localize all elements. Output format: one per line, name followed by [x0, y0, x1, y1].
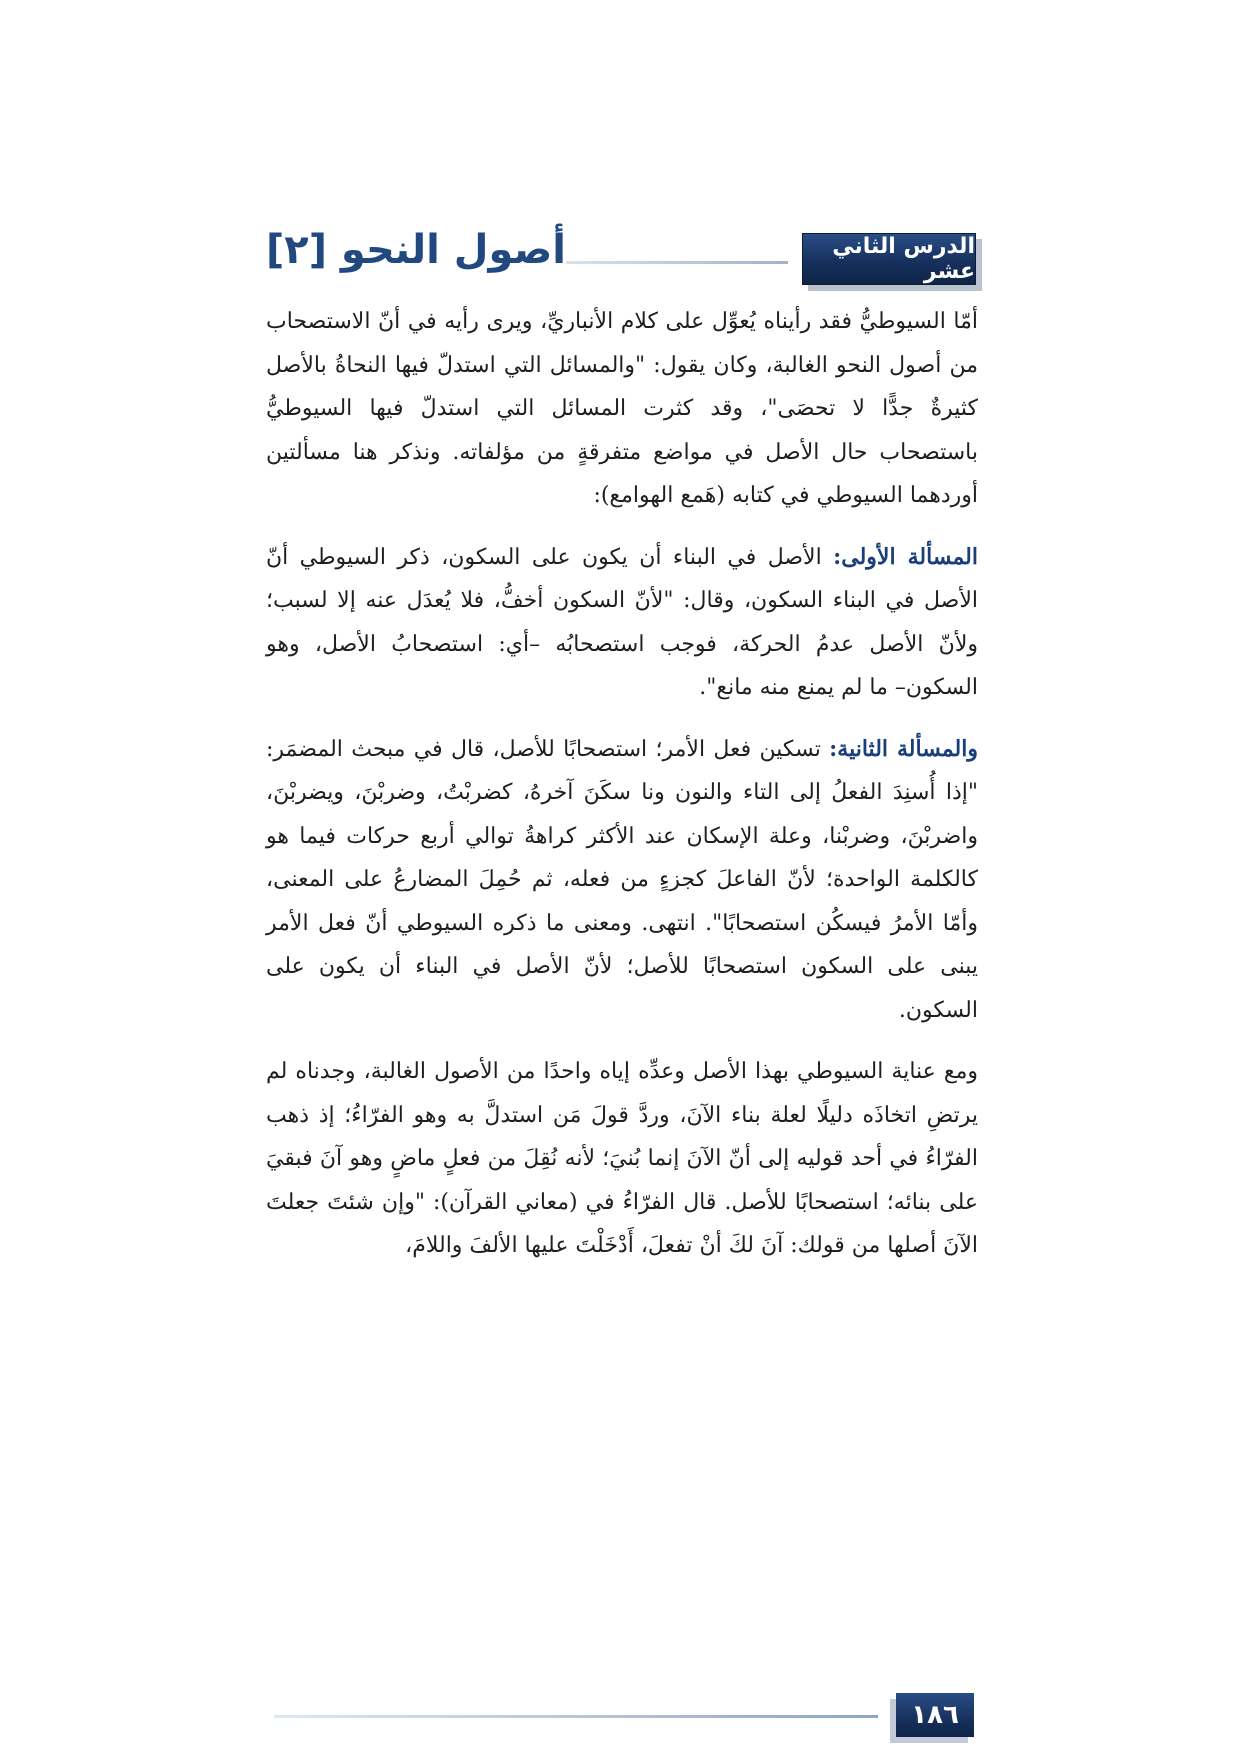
- paragraph-text: أمّا السيوطيُّ فقد رأيناه يُعوِّل على كلام الأنباريِّ، ويرى رأيه في أنّ الاستصحاب من أصول النحو الغالبة، وكان يقول: "والمسائل التي استدلّ فيها النحاةُ بالأصل كثيرةٌ جدًّا لا تحصَى"، وقد كثرت المسائل التي استدلّ فيها السيوطيُّ باستصحاب حال الأصل في مواضع متفرقةٍ من مؤلفاته. ونذكر هنا مسألتين أوردهما السيوطي في كتابه (هَمع الهوامع):: [266, 309, 978, 508]
- page-title: أصول النحو [٢]: [266, 227, 566, 273]
- body-text: [266, 300, 978, 1286]
- paragraph-label: والمسألة الثانية:: [829, 735, 978, 762]
- paragraph-text: الأصل في البناء أن يكون على السكون، ذكر السيوطي أنّ الأصل في البناء السكون، وقال: "لأنّ السكون أخفُّ، فلا يُعدَل عنه إلا لسبب؛ ولأنّ الأصل عدمُ الحركة، فوجب استصحابُه –أي: استصحابُ الأصل، وهو السكون– ما لم يمنع منه مانع".: [266, 544, 978, 700]
- paragraph: [266, 300, 978, 518]
- paragraph-text: ومع عناية السيوطي بهذا الأصل وعدِّه إياه واحدًا من الأصول الغالبة، وجدناه لم يرتضِ اتخاذَه دليلًا لعلة بناء الآنَ، وردَّ قولَ مَن استدلَّ به وهو الفرّاءُ؛ إذ ذهب الفرّاءُ في أحد قوليه إلى أنّ الآنَ إنما بُنيَ؛ لأنه نُقِلَ من فعلٍ ماضٍ وهو آنَ فبقيَ على بنائه؛ استصحابًا للأصل. قال الفرّاءُ في (معاني القرآن): "وإن شئتَ جعلتَ الآنَ أصلها من قولك: آنَ لكَ أنْ تفعلَ، أَدْخَلْتَ عليها الألفَ واللامَ،: [266, 1059, 978, 1258]
- paragraph-label: المسألة الأولى:: [833, 543, 978, 570]
- footer-divider: [274, 1715, 878, 1718]
- page-footer: [274, 1693, 974, 1743]
- paragraph: [266, 728, 978, 1033]
- paragraph-text: تسكين فعل الأمر؛ استصحابًا للأصل، قال في مبحث المضمَر: "إذا أُسنِدَ الفعلُ إلى التاء والنون ونا سكَنَ آخرهُ، كضربْتُ، وضربْنَ، ويضربْنَ، واضربْنَ، وضربْنا، وعلة الإسكان عند الأكثر كراهةُ توالي أربع حركات فيما هو كالكلمة الواحدة؛ لأنّ الفاعلَ كجزءٍ من فعله، ثم حُمِلَ المضارعُ على المعنى، وأمّا الأمرُ فيسكُن استصحابًا". انتهى. ومعنى ما ذكره السيوطي أنّ فعل الأمر يبنى على السكون استصحابًا للأصل؛ لأنّ الأصل في البناء أن يكون على السكون.: [266, 736, 979, 1023]
- lesson-badge: الدرس الثاني عشر: [802, 233, 976, 285]
- page-header: [266, 227, 976, 295]
- page-number: ١٨٦: [896, 1693, 974, 1737]
- paragraph: [266, 1050, 978, 1268]
- paragraph: [266, 536, 978, 710]
- header-divider: [566, 261, 788, 264]
